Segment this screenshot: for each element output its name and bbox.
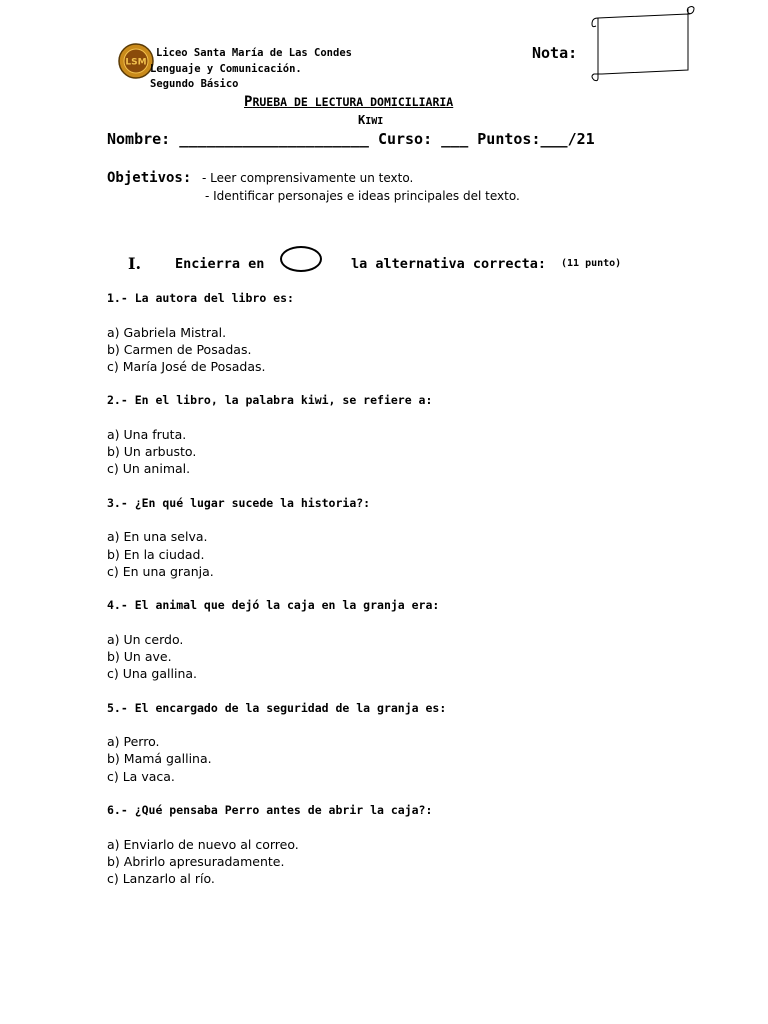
course-label: Curso: bbox=[377, 130, 433, 148]
objective-item: - Identificar personajes e ideas principales del texto. bbox=[205, 189, 520, 203]
svg-text:LSM: LSM bbox=[125, 57, 147, 68]
question-text: 3.- ¿En qué lugar sucede la historia?: bbox=[107, 495, 371, 510]
objective-item: - Leer comprensivamente un texto. bbox=[202, 171, 414, 185]
answer-option[interactable]: c) María José de Posadas. bbox=[107, 358, 266, 374]
answer-option[interactable]: c) En una granja. bbox=[107, 563, 214, 579]
section-instruction-end: la alternativa correcta: bbox=[351, 256, 547, 272]
grade-label: Nota: bbox=[532, 44, 578, 62]
school-name: Liceo Santa María de Las Condes bbox=[156, 47, 352, 59]
answer-option[interactable]: b) Abrirlo apresuradamente. bbox=[107, 853, 285, 869]
points-blank[interactable]: ___ bbox=[540, 130, 568, 148]
subject-name: Lenguaje y Comunicación. bbox=[150, 63, 302, 75]
section-instruction-start: Encierra en bbox=[175, 256, 265, 272]
name-label: Nombre: bbox=[107, 130, 171, 148]
answer-option[interactable]: c) Un animal. bbox=[107, 461, 191, 477]
name-blank[interactable]: _____________________ bbox=[179, 130, 369, 148]
answer-option[interactable]: b) Mamá gallina. bbox=[107, 751, 212, 767]
question-text: 2.- En el libro, la palabra kiwi, se refiere a: bbox=[107, 393, 433, 408]
section-number: I. bbox=[128, 254, 142, 273]
answer-option[interactable]: a) Perro. bbox=[107, 734, 160, 750]
grade-scroll-box bbox=[588, 4, 700, 82]
answer-option[interactable]: b) Carmen de Posadas. bbox=[107, 341, 252, 357]
question-text: 1.- La autora del libro es: bbox=[107, 291, 294, 305]
question-text: 4.- El animal que dejó la caja en la granja era: bbox=[107, 598, 440, 613]
question-text: 5.- El encargado de la seguridad de la granja es: bbox=[107, 700, 447, 715]
book-title: KIWI bbox=[358, 113, 384, 127]
answer-option[interactable]: a) Una fruta. bbox=[107, 426, 187, 442]
circle-shape-icon bbox=[280, 246, 322, 272]
answer-option[interactable]: b) En la ciudad. bbox=[107, 546, 205, 562]
answer-option[interactable]: a) Gabriela Mistral. bbox=[107, 324, 227, 340]
points-label: Puntos: bbox=[477, 130, 541, 148]
answer-option[interactable]: b) Un arbusto. bbox=[107, 444, 197, 460]
objectives-label: Objetivos: bbox=[107, 170, 192, 186]
answer-option[interactable]: c) Una gallina. bbox=[107, 666, 197, 682]
answer-option[interactable]: b) Un ave. bbox=[107, 648, 172, 664]
student-info-row bbox=[107, 130, 595, 148]
answer-option[interactable]: a) Un cerdo. bbox=[107, 631, 184, 647]
grade-level: Segundo Básico bbox=[150, 78, 239, 90]
school-logo bbox=[118, 43, 154, 79]
answer-option[interactable]: a) En una selva. bbox=[107, 529, 208, 545]
answer-option[interactable]: c) Lanzarlo al río. bbox=[107, 870, 215, 886]
section-points: (11 punto) bbox=[561, 258, 622, 269]
answer-option[interactable]: a) Enviarlo de nuevo al correo. bbox=[107, 836, 299, 852]
course-blank[interactable]: ___ bbox=[441, 130, 469, 148]
points-total: /21 bbox=[567, 130, 595, 148]
question-text: 6.- ¿Qué pensaba Perro antes de abrir la caja?: bbox=[107, 803, 433, 817]
answer-option[interactable]: c) La vaca. bbox=[107, 768, 175, 784]
exam-title: PRUEBA DE LECTURA DOMICILIARIA bbox=[244, 94, 454, 110]
